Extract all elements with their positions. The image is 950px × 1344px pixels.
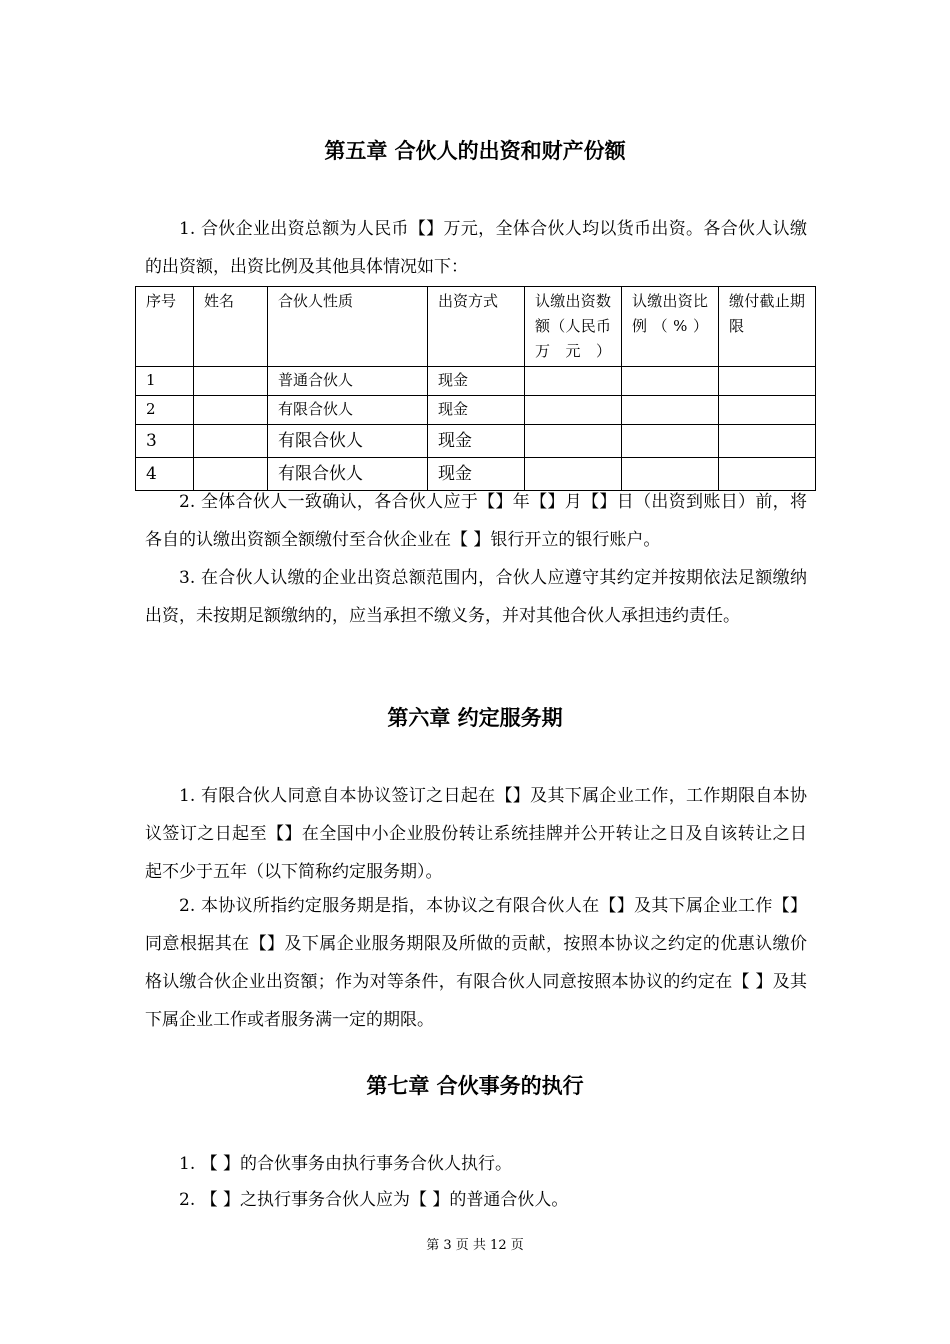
table-cell (622, 396, 719, 425)
table-cell (525, 425, 622, 458)
chapter-7-paragraph-1: 1. 【 】的合伙事务由执行事务合伙人执行。 (179, 1154, 513, 1174)
table-header-cell: 姓名 (194, 287, 268, 367)
table-cell (194, 396, 268, 425)
table-cell: 有限合伙人 (268, 425, 428, 458)
chapter-6-paragraph-1: 1. 有限合伙人同意自本协议签订之日起在【】及其下属企业工作，工作期限自本协议签订之日起至【】在全国中小企业股份转让系统挂牌并公开转让之日及自该转让之日起不少于五年（以下简称约定服务期）。 (145, 786, 807, 882)
table-cell: 现金 (428, 396, 525, 425)
table-cell: 普通合伙人 (268, 367, 428, 396)
chapter-7-title: 第七章 合伙事务的执行 (366, 1074, 584, 1098)
table-cell (622, 425, 719, 458)
table-header-cell: 出资方式 (428, 287, 525, 367)
table-cell (194, 425, 268, 458)
table-cell: 3 (136, 425, 194, 458)
table-header-row (136, 287, 816, 367)
chapter-7-paragraph-2: 2. 【 】之执行事务合伙人应为【 】的普通合伙人。 (179, 1190, 569, 1210)
table-cell (719, 367, 816, 396)
table-header-cell: 认缴出资比例（%） (622, 287, 719, 367)
table-row (136, 367, 816, 396)
contribution-table (135, 286, 816, 491)
chapter-6-paragraph-2: 2. 本协议所指约定服务期是指，本协议之有限合伙人在【】及其下属企业工作【】同意根据其在【】及下属企业服务期限及所做的贡献，按照本协议之约定的优惠认缴价格认缴合伙企业出资額；作为对等条件，有限合伙人同意按照本协议的约定在【 】及其下属企业工作或者服务满一定的期限。 (145, 896, 807, 1030)
chapter-5-paragraph-2: 2. 全体合伙人一致确认，各合伙人应于【】年【】月【】日（出资到账日）前，将各自的认缴出资额全额缴付至合伙企业在【 】银行开立的银行账户。 (145, 492, 807, 550)
table-cell: 2 (136, 396, 194, 425)
table-cell (719, 396, 816, 425)
table-cell: 现金 (428, 367, 525, 396)
chapter-5-title: 第五章 合伙人的出资和财产份额 (324, 139, 626, 163)
table-header-cell: 序号 (136, 287, 194, 367)
table-header-cell: 认缴出资数额（人民币万元） (525, 287, 622, 367)
table-cell: 1 (136, 367, 194, 396)
table-cell: 现金 (428, 458, 525, 491)
table-cell: 4 (136, 458, 194, 491)
table-cell (525, 396, 622, 425)
table-cell: 现金 (428, 425, 525, 458)
page-number-footer: 第 3 页 共 12 页 (426, 1238, 524, 1253)
table-header-cell: 缴付截止期限 (719, 287, 816, 367)
chapter-6-title: 第六章 约定服务期 (387, 706, 563, 730)
table-cell: 有限合伙人 (268, 396, 428, 425)
table-cell (719, 425, 816, 458)
chapter-5-paragraph-3: 3. 在合伙人认缴的企业出资总额范围内，合伙人应遵守其约定并按期依法足额缴纳出资，未按期足额缴纳的，应当承担不缴义务，并对其他合伙人承担违约责任。 (145, 568, 807, 626)
table-row (136, 396, 816, 425)
table-header-cell: 合伙人性质 (268, 287, 428, 367)
table-cell (194, 367, 268, 396)
table-row (136, 425, 816, 458)
table-cell: 有限合伙人 (268, 458, 428, 491)
chapter-5-paragraph-1: 1. 合伙企业出资总额为人民币【】万元，全体合伙人均以货币出资。各合伙人认缴的出资额，出资比例及其他具体情况如下： (145, 219, 807, 277)
table-cell (525, 367, 622, 396)
table-cell (622, 367, 719, 396)
